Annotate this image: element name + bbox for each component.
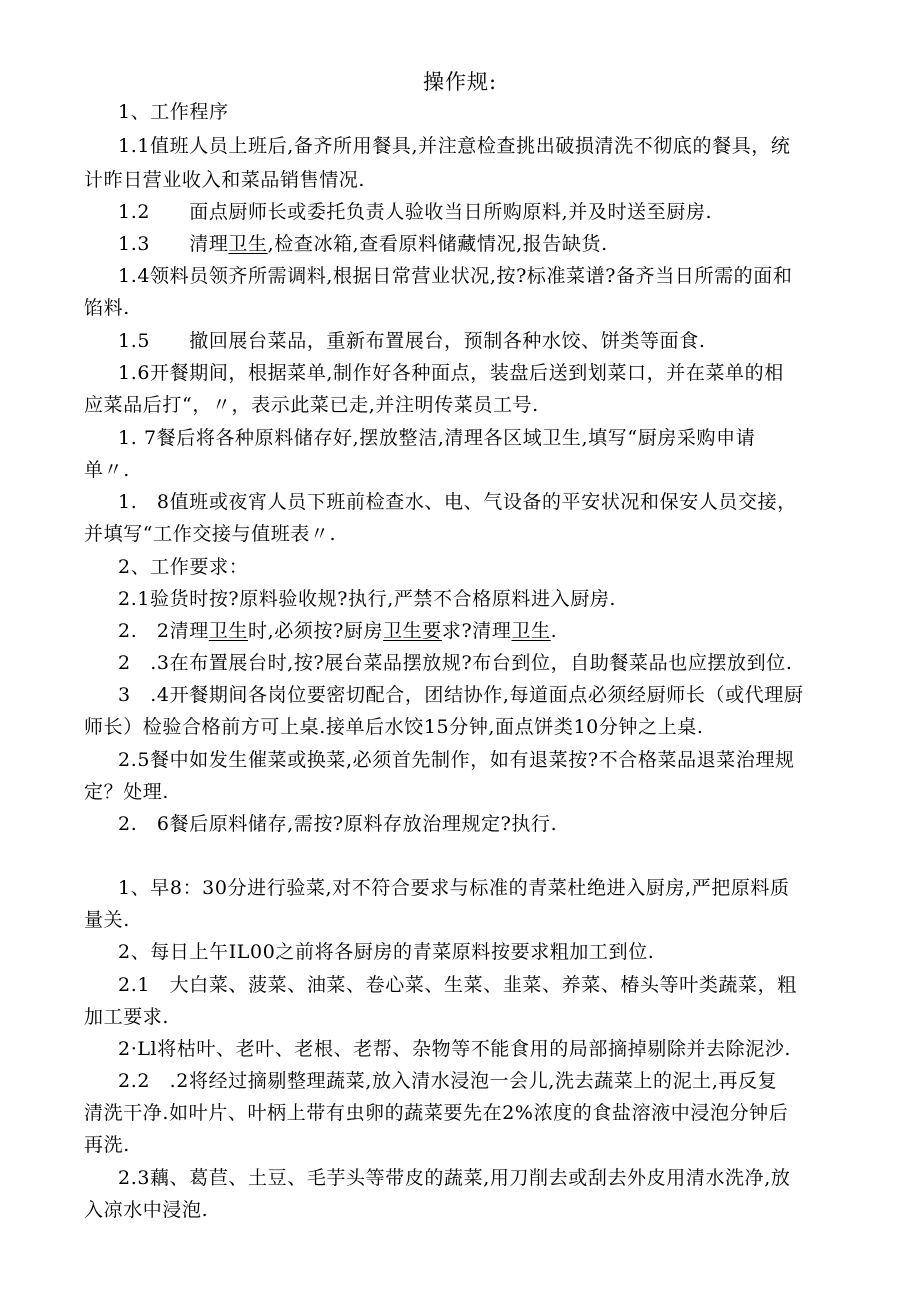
paragraph-1-7-line2: 单〃. [84, 459, 130, 481]
paragraph-1-3-text-a: 1.3 清理 [118, 233, 229, 255]
vegetable-item-2-2-line1: 2.2 .2将经过摘剔整理蔬菜,放入清水浸泡一会儿,洗去蔬菜上的泥土,再反复 [118, 1070, 778, 1092]
section-heading-work-requirements: 2、工作要求： [118, 556, 249, 578]
paragraph-2-2-text-a: 2. 2清理 [118, 620, 209, 642]
vegetable-item-2-3-line1: 2.3藕、葛苣、土豆、毛芋头等带皮的蔬菜,用刀削去或刮去外皮用清水洗净,放 [118, 1167, 791, 1189]
paragraph-1-2: 1.2 面点厨师长或委托负责人验收当日所购原料,并及时送至厨房. [118, 201, 713, 223]
section-heading-work-procedure: 1、工作程序 [118, 101, 229, 123]
vegetable-item-2-1-line2: 加工要求. [84, 1006, 170, 1028]
paragraph-1-5: 1.5 撤回展台菜品，重新布置展台，预制各种水饺、饼类等面食. [118, 330, 706, 352]
paragraph-2-6: 2. 6餐后原料储存,需按?原料存放治理规定?执行. [118, 813, 558, 835]
vegetable-item-1-line1: 1、早8：30分进行验菜,对不符合要求与标准的青菜杜绝进入厨房,严把原料质 [118, 877, 790, 899]
paragraph-2-2 [118, 614, 557, 648]
paragraph-2-2-underlined-1: 卫生 [208, 620, 249, 642]
paragraph-2-2-underlined-2: 卫生要 [383, 620, 442, 642]
vegetable-item-2-1-line1: 2.1 大白菜、菠菜、油菜、卷心菜、生菜、韭菜、养菜、椿头等叶类蔬菜，粗 [118, 974, 797, 996]
paragraph-1-3-underlined: 卫生 [228, 233, 268, 255]
paragraph-1-8-line2: 并填写“工作交接与值班表〃. [84, 523, 337, 545]
paragraph-1-4-line1: 1.4领料员领齐所需调料,根据日常营业状况,按?标准菜谱?备齐当日所需的面和 [118, 265, 793, 287]
paragraph-1-6-line2: 应菜品后打“，〃，表示此菜已走,并注明传菜员工号. [84, 394, 539, 416]
paragraph-2-2-text-d: . [550, 620, 558, 642]
vegetable-item-1-line2: 量关. [84, 909, 130, 931]
paragraph-2-2-underlined-3: 卫生 [511, 620, 551, 642]
paragraph-2-4-line1: 3 .4开餐期间各岗位要密切配合，团结协作,每道面点必须经厨师长（或代理厨 [118, 684, 804, 706]
vegetable-item-2-2-line3: 再洗. [84, 1134, 130, 1156]
vegetable-item-2-2-line2: 清洗干净.如叶片、叶柄上带有虫卵的蔬菜要先在2%浓度的食盐溶液中浸泡分钟后 [84, 1102, 789, 1124]
paragraph-1-3-text-b: ,检查冰箱,查看原料储藏情况,报告缺货. [267, 233, 608, 255]
paragraph-1-8-line1: 1. 8值班或夜宵人员下班前检查水、电、气设备的平安状况和保安人员交接， [118, 491, 797, 513]
paragraph-1-7-line1: 1. 7餐后将各种原料储存好,摆放整洁,清理各区域卫生,填写“厨房采购申请 [118, 427, 756, 449]
paragraph-2-1: 2.1验货时按?原料验收规?执行,严禁不合格原料进入厨房. [118, 588, 617, 610]
paragraph-1-6-line1: 1.6开餐期间，根据菜单,制作好各种面点，装盘后送到划菜口，并在菜单的相 [118, 362, 784, 384]
paragraph-1-1-line1: 1.1值班人员上班后,备齐所用餐具,并注意检查挑出破损清洗不彻底的餐具，统 [118, 135, 791, 157]
paragraph-2-4-line2: 师长）检验合格前方可上桌.接单后水饺15分钟,面点饼类10分钟之上桌. [84, 716, 704, 738]
paragraph-2-2-text-b: 时,必须按?厨房 [248, 620, 384, 642]
paragraph-2-5-line1: 2.5餐中如发生催菜或换菜,必须首先制作，如有退菜按?不合格菜品退菜治理规 [118, 749, 795, 771]
vegetable-item-2: 2、每日上午IL00之前将各厨房的青菜原料按要求粗加工到位. [118, 941, 655, 963]
paragraph-2-3: 2 .3在布置展台时,按?展台菜品摆放规?布台到位，自助餐菜品也应摆放到位. [118, 652, 793, 674]
paragraph-1-4-line2: 馅料. [84, 297, 130, 319]
paragraph-2-2-text-c: 求?清理 [441, 620, 512, 642]
paragraph-2-5-line2: 定？处理. [84, 781, 170, 803]
paragraph-1-3 [118, 227, 608, 261]
vegetable-item-2-3-line2: 入凉水中浸泡. [84, 1199, 209, 1221]
vegetable-item-2-1-1: 2·Ll将枯叶、老叶、老根、老帮、杂物等不能食用的局部摘掉剔除并去除泥沙. [118, 1038, 792, 1060]
paragraph-1-1-line2: 计昨日营业收入和菜品销售情况. [84, 169, 366, 191]
page-title: 操作规: [422, 70, 498, 94]
